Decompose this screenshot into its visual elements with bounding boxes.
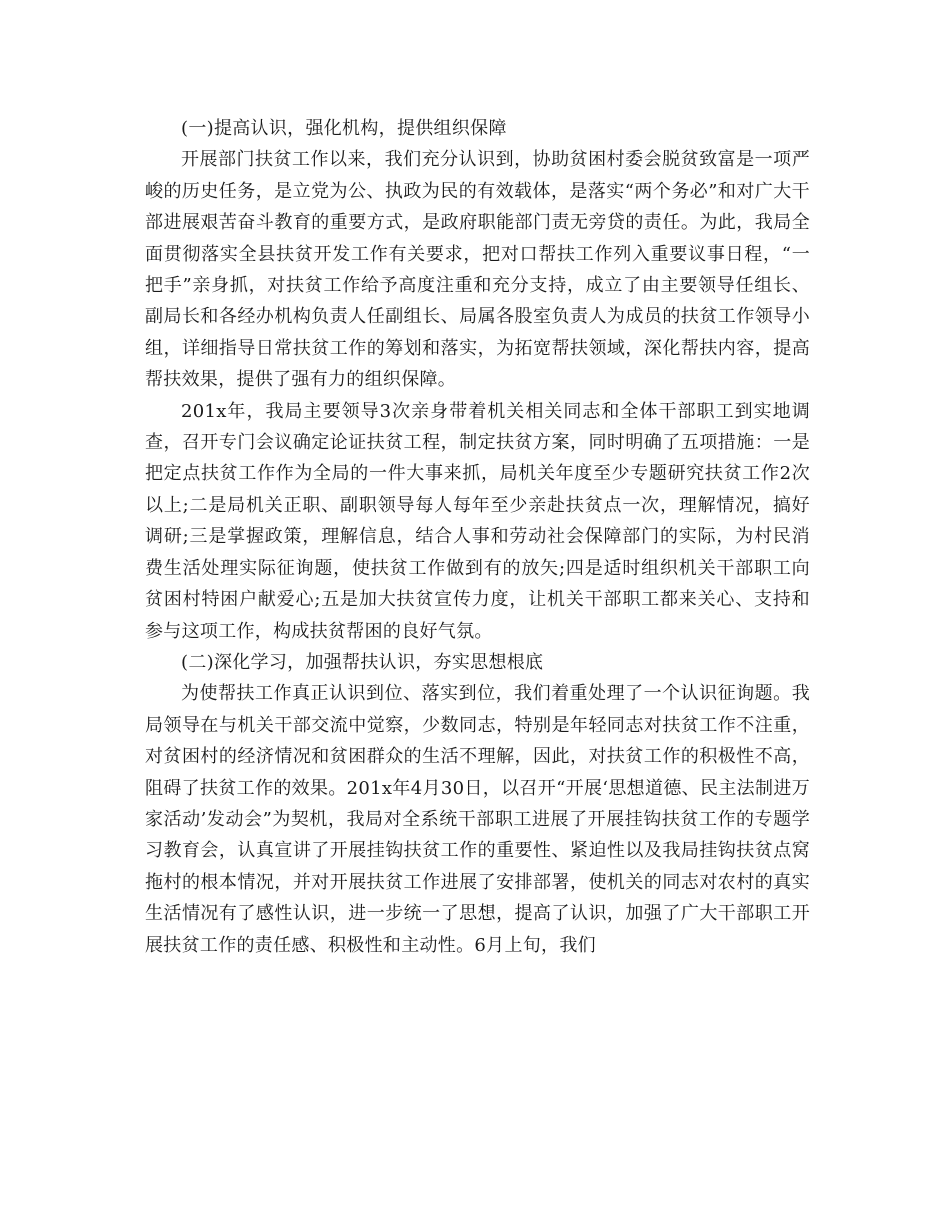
paragraph-3: 为使帮扶工作真正认识到位、落实到位，我们着重处理了一个认识征询题。我局领导在与机关干部交流中觉察，少数同志，特别是年轻同志对扶贫工作不注重，对贫困村的经济情况和贫困群众的生活不理解，因此，对扶贫工作的积极性不高，阻碍了扶贫工作的效果。201x年4月30日，以召开“开展‘思想道德、民主法制进万家活动’发动会”为契机，我局对全系统干部职工进展了开展挂钩扶贫工作的专题学习教育会，认真宣讲了开展挂钩扶贫工作的重要性、紧迫性以及我局挂钩扶贫点窝拖村的根本情况，并对开展扶贫工作进展了安排部署，使机关的同志对农村的真实生活情况有了感性认识，进一步统一了思想，提高了认识，加强了广大干部职工开展扶贫工作的责任感、积极性和主动性。6月上旬，我们	[145, 683, 810, 956]
paragraph-1: 开展部门扶贫工作以来，我们充分认识到，协助贫困村委会脱贫致富是一项严峻的历史任务，是立党为公、执政为民的有效载体，是落实“两个务必”和对广大干部进展艰苦奋斗教育的重要方式，是政府职能部门责无旁贷的责任。为此，我局全面贯彻落实全县扶贫开发工作有关要求，把对口帮扶工作列入重要议事日程，“一把手”亲身抓，对扶贫工作给予高度注重和充分支持，成立了由主要领导任组长、副局长和各经办机构负责人任副组长、局属各股室负责人为成员的扶贫工作领导小组，详细指导日常扶贫工作的筹划和落实，为拓宽帮扶领域，深化帮扶内容，提高帮扶效果，提供了强有力的组织保障。	[145, 149, 810, 391]
paragraph-2: 201x年，我局主要领导3次亲身带着机关相关同志和全体干部职工到实地调查，召开专门会议确定论证扶贫工程，制定扶贫方案，同时明确了五项措施：一是把定点扶贫工作作为全局的一件大事来抓，局机关年度至少专题研究扶贫工作2次以上;二是局机关正职、副职领导每人每年至少亲赴扶贫点一次，理解情况，搞好调研;三是掌握政策，理解信息，结合人事和劳动社会保障部门的实际，为村民消费生活处理实际征询题，使扶贫工作做到有的放矢;四是适时组织机关干部职工向贫困村特困户献爱心;五是加大扶贫宣传力度，让机关干部职工都来关心、支持和参与这项工作，构成扶贫帮困的良好气氛。	[145, 400, 810, 642]
section-heading-2: (二)深化学习，加强帮扶认识，夯实思想根底	[181, 651, 544, 673]
section-heading-1: (一)提高认识，强化机构，提供组织保障	[181, 118, 507, 139]
document-page	[145, 113, 810, 961]
